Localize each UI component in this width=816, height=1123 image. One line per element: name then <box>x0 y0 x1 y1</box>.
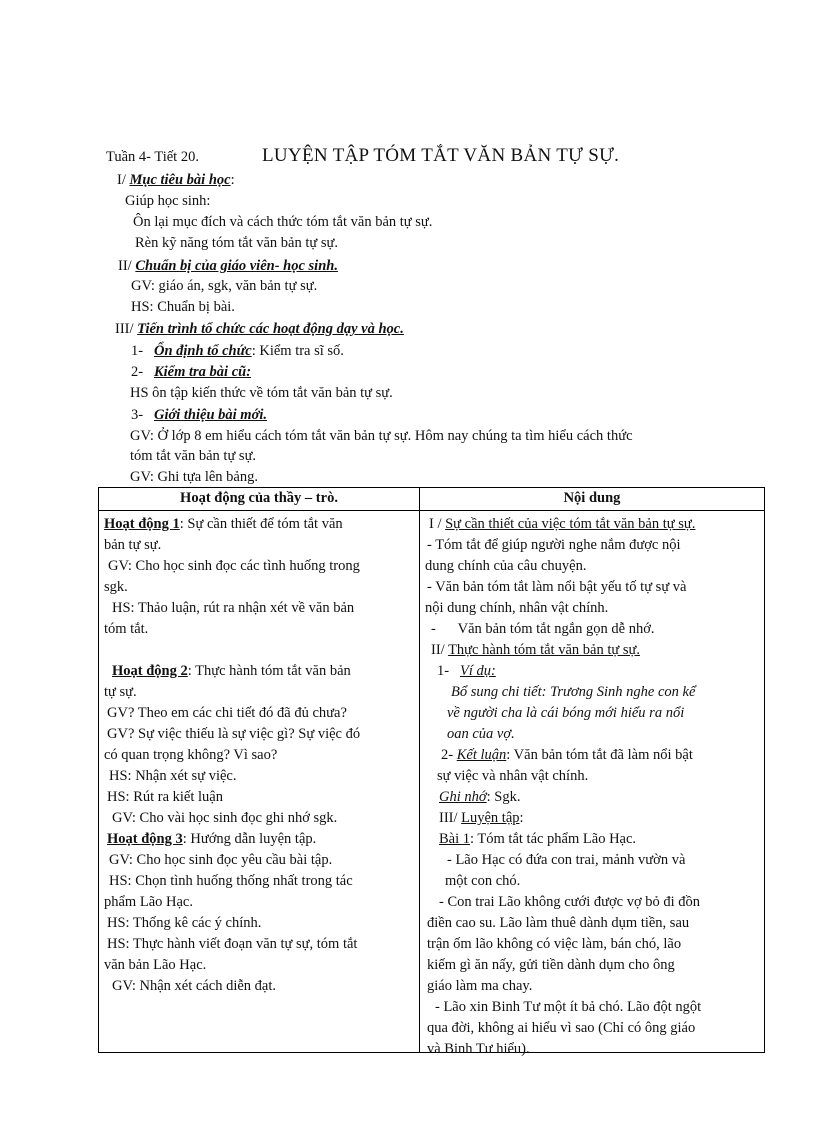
text-line: trận ốm lão không có việc làm, bán chó, lão <box>427 936 682 952</box>
lesson-table <box>98 487 765 1057</box>
week-lesson-label: Tuần 4- Tiết 20. <box>106 149 199 165</box>
text-line: nội dung chính, nhân vật chính. <box>425 600 609 616</box>
text-line: HS: Thống kê các ý chính. <box>107 915 262 931</box>
text-line: HS: Nhận xét sự việc. <box>109 768 237 784</box>
text-line: một con chó. <box>445 873 521 889</box>
text-line: GV: Nhận xét cách diễn đạt. <box>112 978 277 994</box>
step-2: 2- Kiểm tra bài cũ: <box>131 364 252 380</box>
text-line: bản tự sự. <box>104 537 162 553</box>
text-line: GV: Cho vài học sinh đọc ghi nhớ sgk. <box>112 810 338 826</box>
section-1-item: Rèn kỹ năng tóm tắt văn bản tự sự. <box>135 235 338 251</box>
text-line: về người cha là cái bóng mới hiểu ra nổi <box>447 705 685 721</box>
text-line: - Lão Hạc có đứa con trai, mảnh vườn và <box>447 852 686 868</box>
text-line: tóm tắt. <box>104 621 149 637</box>
column-header-content: Nội dung <box>563 490 621 506</box>
text-line: dung chính của câu chuyện. <box>425 558 587 574</box>
content-heading-2: II/ Thực hành tóm tắt văn bản tự sự. <box>431 642 640 658</box>
text-line: GV? Theo em các chi tiết đó đã đủ chưa? <box>107 705 347 721</box>
step-2-text: HS ôn tập kiến thức về tóm tắt văn bản tự sự. <box>130 385 393 401</box>
activity-2-heading: Hoạt động 2: Thực hành tóm tắt văn bản <box>112 663 351 679</box>
section-3-title: Tiến trình tổ chức các hoạt động dạy và học. <box>137 321 404 337</box>
section-1-title: Mục tiêu bài học <box>129 172 231 188</box>
text-line: và Binh Tư hiểu). <box>427 1041 530 1057</box>
text-line: HS: Rút ra kiết luận <box>107 789 223 805</box>
text-line: - Văn bản tóm tắt ngắn gọn dễ nhớ. <box>431 621 655 637</box>
column-divider <box>419 488 420 1052</box>
section-2-title: Chuẩn bị của giáo viên- học sinh. <box>135 258 338 274</box>
page-title: LUYỆN TẬP TÓM TẮT VĂN BẢN TỰ SỰ. <box>262 145 620 166</box>
text-line: GV: Cho học sinh đọc các tình huống trong <box>108 558 360 574</box>
text-line: Bổ sung chi tiết: Trương Sinh nghe con kể <box>451 684 696 700</box>
text-line: qua đời, không ai hiểu vì sao (Chỉ có ông giáo <box>427 1020 696 1036</box>
section-1-intro: Giúp học sinh: <box>125 193 211 209</box>
text-line: tự sự. <box>104 684 137 700</box>
text-line: HS: Thảo luận, rút ra nhận xét về văn bản <box>112 600 355 616</box>
step-3-text: GV: Ở lớp 8 em hiểu cách tóm tắt văn bản tự sự. Hôm nay chúng ta tìm hiểu cách thức <box>130 428 633 444</box>
step-3-text: tóm tắt văn bản tự sự. <box>130 448 257 464</box>
text-line: sự việc và nhân vật chính. <box>437 768 589 784</box>
section-2-item: GV: giáo án, sgk, văn bản tự sự. <box>131 278 318 294</box>
section-2-heading: II/ Chuẩn bị của giáo viên- học sinh. <box>118 258 338 274</box>
text-line: GV? Sự việc thiếu là sự việc gì? Sự việc đó <box>107 726 361 742</box>
text-line: - Con trai Lão không cưới được vợ bỏ đi đồn <box>439 894 701 910</box>
step-3-text: GV: Ghi tựa lên bảng. <box>130 469 258 485</box>
content-heading-1: I / Sự cần thiết của việc tóm tắt văn bản tự sự. <box>429 516 696 532</box>
text-line: kiếm gì ăn nấy, gửi tiền dành dụm cho ông <box>427 957 675 973</box>
column-header-activities: Hoạt động của thầy – trò. <box>180 490 338 506</box>
section-2-item: HS: Chuẩn bị bài. <box>131 299 235 315</box>
exercise-heading: Bài 1: Tóm tắt tác phẩm Lão Hạc. <box>439 831 637 847</box>
text-line: phẩm Lão Hạc. <box>104 894 193 910</box>
conclusion-heading: 2- Kết luận: Văn bản tóm tắt đã làm nổi bật <box>441 747 693 763</box>
note-line: Ghi nhớ: Sgk. <box>439 789 521 805</box>
text-line: - Lão xin Binh Tư một ít bả chó. Lão đột ngột <box>435 999 702 1015</box>
section-1-heading: I/ Mục tiêu bài học: <box>117 172 235 188</box>
text-line: GV: Cho học sinh đọc yêu cầu bài tập. <box>109 852 333 868</box>
example-heading: 1- Ví dụ: <box>437 663 496 679</box>
text-line: văn bản Lão Hạc. <box>104 957 207 973</box>
text-line: điền cao su. Lão làm thuê dành dụm tiền, sau <box>427 915 690 931</box>
step-3: 3- Giới thiệu bài mới. <box>131 407 268 423</box>
text-line: - Tóm tắt để giúp người nghe nắm được nội <box>427 537 681 553</box>
text-line: giáo làm ma chay. <box>427 978 533 994</box>
text-line: sgk. <box>104 579 128 595</box>
text-line: HS: Chọn tình huống thống nhất trong tác <box>109 873 353 889</box>
activity-3-heading: Hoạt động 3: Hướng dẫn luyện tập. <box>107 831 317 847</box>
content-heading-3: III/ Luyện tập: <box>439 810 524 826</box>
text-line: HS: Thực hành viết đoạn văn tự sự, tóm tắt <box>107 936 358 952</box>
text-line: - Văn bản tóm tắt làm nổi bật yếu tố tự sự và <box>427 579 687 595</box>
section-1-item: Ôn lại mục đích và cách thức tóm tắt văn bản tự sự. <box>133 214 433 230</box>
text-line: có quan trọng không? Vì sao? <box>104 747 278 763</box>
text-line: oan của vợ. <box>447 726 515 742</box>
header-divider <box>99 510 764 511</box>
activity-1-heading: Hoạt động 1: Sự cần thiết để tóm tắt văn <box>104 516 343 532</box>
section-3-heading: III/ Tiến trình tổ chức các hoạt động dạy và học. <box>115 321 404 337</box>
step-1: 1- Ổn định tổ chức: Kiểm tra sĩ số. <box>131 343 344 359</box>
